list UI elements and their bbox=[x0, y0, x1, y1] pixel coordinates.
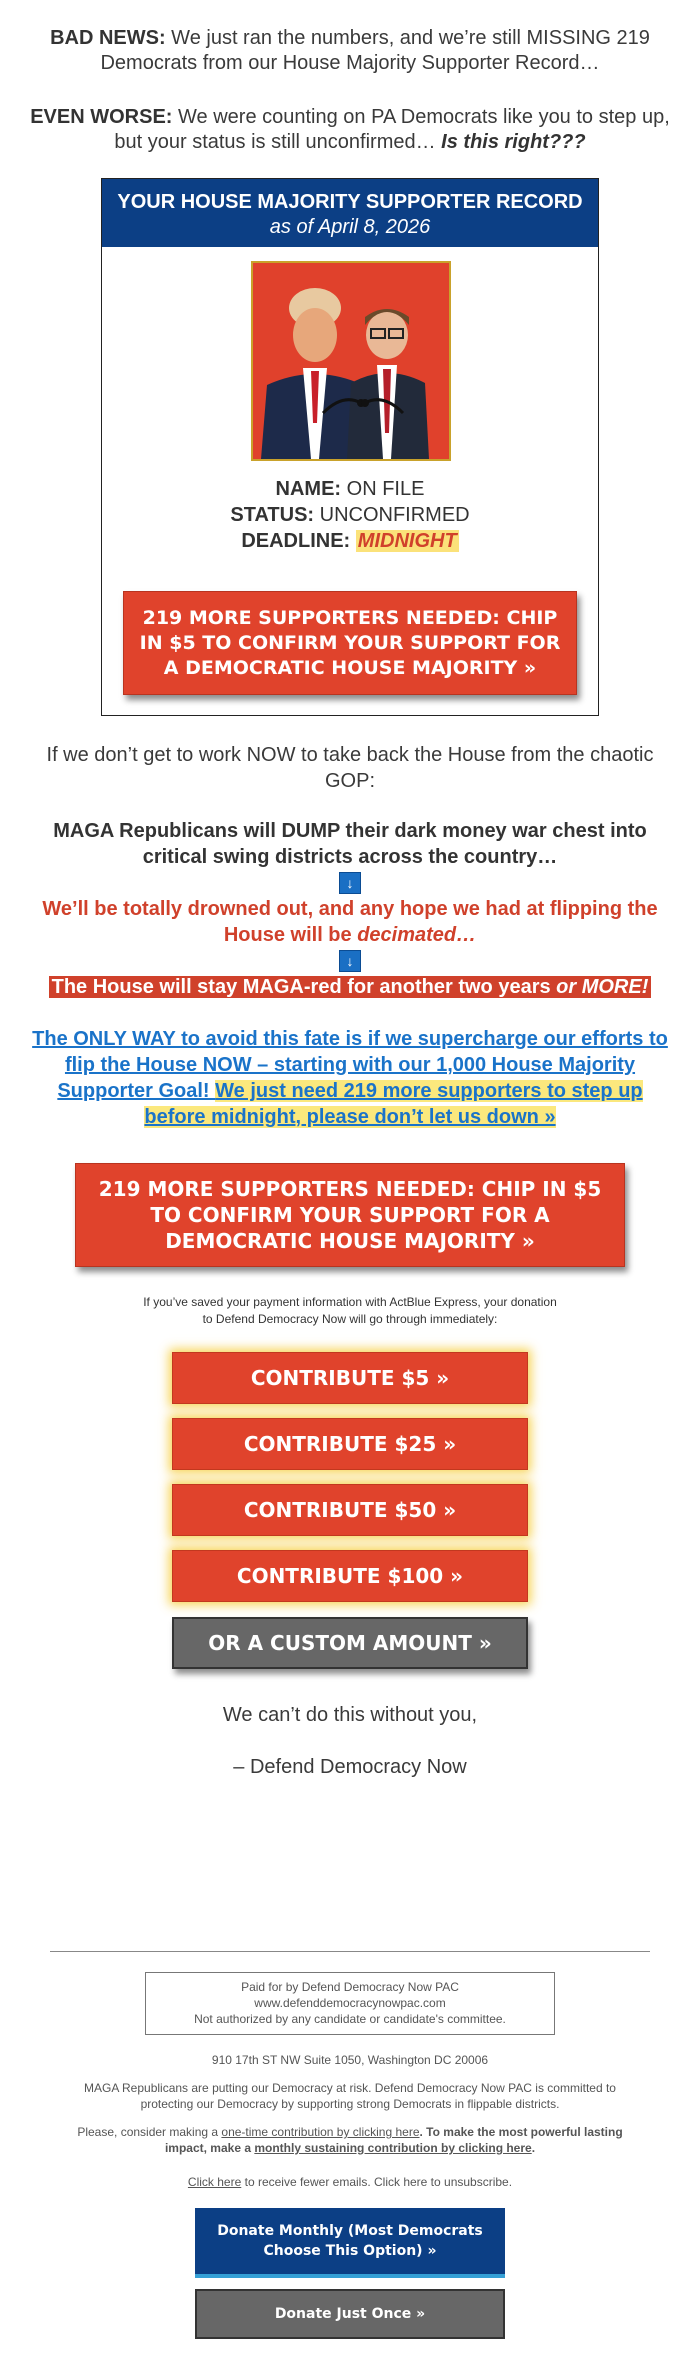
monthly-contribution-link[interactable]: monthly sustaining contribution by clicking here bbox=[254, 2141, 532, 2155]
or-more-text: or MORE! bbox=[556, 976, 649, 998]
paragraph-take-back-house: If we don’t get to work NOW to take back the House from the chaotic GOP: bbox=[46, 744, 654, 792]
even-worse-paragraph bbox=[25, 105, 675, 155]
record-title: YOUR HOUSE MAJORITY SUPPORTER RECORD bbox=[117, 191, 583, 213]
paragraph-drowned-out bbox=[25, 896, 675, 948]
deadline-label: DEADLINE: bbox=[241, 530, 356, 552]
maga-red-text: The House will stay MAGA-red for another two years bbox=[51, 976, 557, 998]
consider-text-a: Please, consider making a bbox=[77, 2125, 222, 2139]
candidates-photo-illustration bbox=[253, 263, 449, 459]
supporter-record-card bbox=[101, 178, 599, 716]
actblue-express-note bbox=[25, 1294, 675, 1328]
address-text: 910 17th ST NW Suite 1050, Washington DC 20006 bbox=[211, 2053, 489, 2067]
paid-for-box bbox=[145, 1972, 555, 2035]
record-name-line bbox=[102, 476, 598, 502]
contribute-25-button[interactable]: CONTRIBUTE $25 » bbox=[172, 1418, 528, 1470]
record-header bbox=[102, 179, 598, 247]
mission-text: MAGA Republicans are putting our Democracy at risk. Defend Democracy Now PAC is committed to protecting our Democracy by supporting strong Democrats in flippable districts. bbox=[84, 2081, 616, 2111]
even-worse-label: EVEN WORSE: bbox=[30, 106, 173, 128]
paid-for-text: Paid for by Defend Democracy Now PAC bbox=[241, 1980, 459, 1994]
bad-news-paragraph bbox=[25, 26, 675, 76]
supporters-needed-link[interactable]: We just need 219 more supporters to step up before midnight, please don’t let us down » bbox=[144, 1080, 643, 1128]
express-note-line-2: to Defend Democracy Now will go through immediately: bbox=[202, 1312, 498, 1326]
consider-contribution-text bbox=[25, 2124, 675, 2156]
donate-once-button[interactable]: Donate Just Once » bbox=[195, 2289, 505, 2339]
donate-monthly-button[interactable]: Donate Monthly (Most Democrats Choose This Option) » bbox=[195, 2208, 505, 2278]
fewer-emails-text bbox=[25, 2174, 675, 2190]
decimated-text: decimated… bbox=[357, 924, 477, 946]
consider-text-b: . To make the most powerful lasting impact, make a bbox=[164, 2125, 623, 2155]
record-cta-button[interactable]: 219 MORE SUPPORTERS NEEDED: CHIP IN $5 TO CONFIRM YOUR SUPPORT FOR A DEMOCRATIC HOUSE MAJORITY » bbox=[123, 591, 577, 695]
paragraph-only-way[interactable] bbox=[25, 1026, 675, 1130]
one-time-contribution-link[interactable]: one-time contribution by clicking here bbox=[221, 2125, 420, 2139]
express-note-line-1: If you’ve saved your payment information with ActBlue Express, your donation bbox=[143, 1295, 557, 1309]
deadline-value: MIDNIGHT bbox=[357, 530, 457, 552]
only-way-link[interactable]: The ONLY WAY to avoid this fate is if we supercharge our efforts to flip the House NOW – starting with our 1,000 House Majority Supporter Goal! bbox=[32, 1028, 668, 1102]
record-deadline-line bbox=[102, 528, 598, 554]
contribute-50-button[interactable]: CONTRIBUTE $50 » bbox=[172, 1484, 528, 1536]
status-label: STATUS: bbox=[230, 504, 315, 526]
unsubscribe-text[interactable]: to receive fewer emails. Click here to unsubscribe. bbox=[241, 2175, 513, 2189]
not-authorized-text: Not authorized by any candidate or candidate's committee. bbox=[194, 2012, 506, 2026]
record-status-line bbox=[102, 502, 598, 528]
name-value: ON FILE bbox=[341, 478, 425, 500]
even-worse-question: Is this right??? bbox=[441, 131, 586, 153]
consider-text-c: . bbox=[531, 2141, 536, 2155]
contribute-100-button[interactable]: CONTRIBUTE $100 » bbox=[172, 1550, 528, 1602]
candidates-photo bbox=[251, 261, 451, 461]
website-text: www.defenddemocracynowpac.com bbox=[254, 1996, 446, 2010]
record-date: as of April 8, 2026 bbox=[269, 216, 431, 238]
custom-amount-button[interactable]: OR A CUSTOM AMOUNT » bbox=[172, 1617, 528, 1669]
down-arrow-icon: ↓ bbox=[339, 872, 361, 894]
name-label: NAME: bbox=[275, 478, 342, 500]
even-worse-text: We were counting on PA Democrats like you to step up, but your status is still unconfirmed… bbox=[114, 106, 670, 153]
fewer-emails-link[interactable]: Click here bbox=[187, 2175, 242, 2189]
main-cta-button[interactable]: 219 MORE SUPPORTERS NEEDED: CHIP IN $5 TO CONFIRM YOUR SUPPORT FOR A DEMOCRATIC HOUSE MAJORITY » bbox=[75, 1163, 625, 1267]
signoff-line-2: – Defend Democracy Now bbox=[233, 1756, 467, 1778]
paragraph-maga-red bbox=[25, 974, 675, 1000]
signoff-line-1: We can’t do this without you, bbox=[222, 1704, 478, 1726]
down-arrow-icon: ↓ bbox=[339, 950, 361, 972]
bad-news-label: BAD NEWS: bbox=[50, 27, 166, 49]
drowned-out-text: We’ll be totally drowned out, and any hope we had at flipping the House will be bbox=[42, 898, 658, 946]
status-value: UNCONFIRMED bbox=[314, 504, 470, 526]
paragraph-maga-dump: MAGA Republicans will DUMP their dark money war chest into critical swing districts across the country… bbox=[53, 820, 647, 868]
footer-divider bbox=[50, 1951, 650, 1952]
contribute-5-button[interactable]: CONTRIBUTE $5 » bbox=[172, 1352, 528, 1404]
bad-news-text: We just ran the numbers, and we’re still MISSING 219 Democrats from our House Majority Supporter Record… bbox=[100, 27, 650, 74]
